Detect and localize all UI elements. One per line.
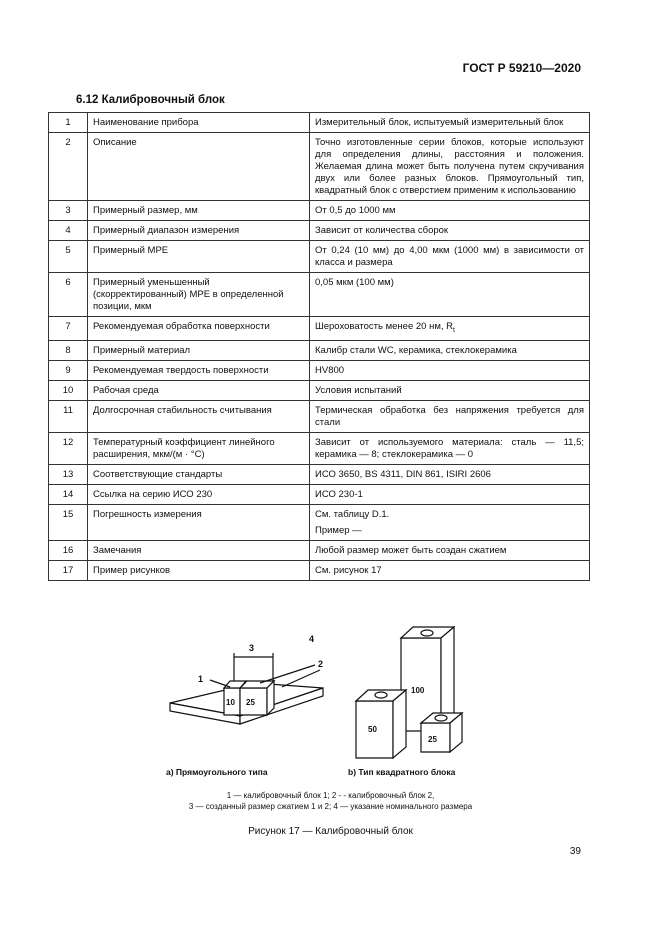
row-number: 6 xyxy=(49,273,88,317)
parameter-name: Рабочая среда xyxy=(88,380,310,400)
parameter-name: Температурный коэффициент линейного расширения, мкм/(м · °С) xyxy=(88,432,310,464)
parameter-value-text: Калибр стали WC, керамика, стеклокерамика xyxy=(315,344,517,356)
parameter-name: Наименование прибора xyxy=(88,113,310,133)
document-standard-number: ГОСТ Р 59210—2020 xyxy=(462,61,581,75)
parameter-value xyxy=(310,432,590,464)
parameter-value xyxy=(310,484,590,504)
label-1: 1 xyxy=(198,674,204,684)
parameter-value xyxy=(310,504,590,540)
table-row xyxy=(49,540,590,560)
row-number: 5 xyxy=(49,241,88,273)
parameter-name: Замечания xyxy=(88,540,310,560)
figure-title: Рисунок 17 — Калибровочный блок xyxy=(248,826,413,837)
row-number: 7 xyxy=(49,317,88,341)
parameter-name: Примерный MPE xyxy=(88,241,310,273)
row-number: 4 xyxy=(49,221,88,241)
parameter-value xyxy=(310,540,590,560)
value-subscript: t xyxy=(453,326,455,334)
parameter-name: Примерный диапазон измерения xyxy=(88,221,310,241)
parameter-value-text: Шероховатость менее 20 нм, R xyxy=(315,321,454,332)
block-100-label: 100 xyxy=(411,686,425,695)
parameter-value-text: Точно изготовленные серии блоков, которые используют для определения длины, расстояния и положения. Желаемая длина может быть получена путем скручивания двух или более разных блоков. Прямоугольный тип, квадратный блок с отверстием применим к использованию xyxy=(315,137,584,196)
parameter-value xyxy=(310,133,590,201)
table-row xyxy=(49,432,590,464)
block-50-label: 50 xyxy=(368,725,377,734)
parameter-value-text: См. рисунок 17 xyxy=(315,564,382,576)
parameter-value-text: ИСО 3650, BS 4311, DIN 861, ISIRI 2606 xyxy=(315,468,491,480)
parameter-value-text: Измерительный блок, испытуемый измерительный блок xyxy=(315,117,564,128)
parameter-value xyxy=(310,317,590,341)
parameter-value xyxy=(310,273,590,317)
row-number: 17 xyxy=(49,560,88,580)
parameter-value-text: Условия испытаний xyxy=(315,384,402,396)
table-row xyxy=(49,560,590,580)
parameter-value xyxy=(310,464,590,484)
table-row xyxy=(49,360,590,380)
gauge-block-figure xyxy=(160,625,480,765)
row-number: 14 xyxy=(49,484,88,504)
parameter-value-text: См. таблицу D.1. xyxy=(315,508,390,520)
parameter-value-text: ИСО 230-1 xyxy=(315,488,363,500)
parameter-value xyxy=(310,221,590,241)
row-number: 10 xyxy=(49,380,88,400)
parameter-value-text: 0,05 мкм (100 мм) xyxy=(315,277,394,288)
parameter-value-text: Термическая обработка без напряжения требуется для стали xyxy=(315,404,584,428)
parameter-value-text: От 0,5 до 1000 мм xyxy=(315,205,396,216)
row-number: 11 xyxy=(49,400,88,432)
spec-table xyxy=(48,112,590,581)
block-10-label: 10 xyxy=(226,698,235,707)
table-row xyxy=(49,484,590,504)
figure-legend-line-2: 3 — созданный размер сжатием 1 и 2; 4 — указание номинального размера xyxy=(188,802,473,811)
parameter-value-extra: Пример — xyxy=(315,524,362,536)
block-25-label: 25 xyxy=(246,698,255,707)
parameter-value xyxy=(310,400,590,432)
parameter-value xyxy=(310,241,590,273)
figure-caption-a: а) Прямоугольного типа xyxy=(166,767,268,777)
parameter-name: Соответствующие стандарты xyxy=(88,464,310,484)
parameter-value xyxy=(310,380,590,400)
block-50-side xyxy=(393,690,406,758)
table-row xyxy=(49,504,590,540)
parameter-value-text: Зависит от количества сборок xyxy=(315,225,449,236)
table-row xyxy=(49,317,590,341)
table-row xyxy=(49,340,590,360)
table-row xyxy=(49,113,590,133)
row-number: 3 xyxy=(49,201,88,221)
row-number: 16 xyxy=(49,540,88,560)
square-type-drawing xyxy=(356,627,462,758)
parameter-name: Долгосрочная стабильность считывания xyxy=(88,400,310,432)
table-row xyxy=(49,221,590,241)
parameter-value xyxy=(310,113,590,133)
table-row xyxy=(49,201,590,221)
label-4: 4 xyxy=(309,634,315,644)
block-25-square-label: 25 xyxy=(428,735,437,744)
parameter-name: Рекомендуемая твердость поверхности xyxy=(88,360,310,380)
table-row xyxy=(49,133,590,201)
spec-table-body xyxy=(49,113,590,581)
rectangular-type-drawing xyxy=(170,653,323,724)
parameter-value-text: Любой размер может быть создан сжатием xyxy=(315,544,507,556)
parameter-value xyxy=(310,340,590,360)
parameter-value xyxy=(310,201,590,221)
figure-caption-b: b) Тип квадратного блока xyxy=(348,767,456,777)
page-number: 39 xyxy=(569,846,581,857)
row-number: 2 xyxy=(49,133,88,201)
section-title: 6.12 Калибровочный блок xyxy=(76,94,225,106)
row-number: 13 xyxy=(49,464,88,484)
parameter-name: Ссылка на серию ИСО 230 xyxy=(88,484,310,504)
row-number: 12 xyxy=(49,432,88,464)
parameter-name: Описание xyxy=(88,133,310,201)
row-number: 8 xyxy=(49,340,88,360)
table-row xyxy=(49,241,590,273)
table-row xyxy=(49,380,590,400)
table-row xyxy=(49,400,590,432)
row-number: 1 xyxy=(49,113,88,133)
label-2: 2 xyxy=(318,659,324,669)
row-number: 15 xyxy=(49,504,88,540)
parameter-name: Примерный уменьшенный (скорректированный) MPE в определенной позиции, мкм xyxy=(88,273,310,317)
row-number: 9 xyxy=(49,360,88,380)
parameter-name: Примерный материал xyxy=(88,340,310,360)
figure-legend-line-1: 1 — калибровочный блок 1; 2 - - калибровочный блок 2, xyxy=(226,791,435,800)
parameter-value xyxy=(310,360,590,380)
table-row xyxy=(49,273,590,317)
parameter-name: Примерный размер, мм xyxy=(88,201,310,221)
parameter-value-text: HV800 xyxy=(315,364,345,376)
parameter-name: Пример рисунков xyxy=(88,560,310,580)
parameter-value xyxy=(310,560,590,580)
table-row xyxy=(49,464,590,484)
label-3: 3 xyxy=(249,643,255,653)
parameter-name: Рекомендуемая обработка поверхности xyxy=(88,317,310,341)
parameter-value-text: Зависит от используемого материала: сталь — 11,5; керамика — 8; стеклокерамика — 0 xyxy=(315,436,584,460)
parameter-value-text: От 0,24 (10 мм) до 4,00 мкм (1000 мм) в зависимости от класса и размера xyxy=(315,245,584,268)
parameter-name: Погрешность измерения xyxy=(88,504,310,540)
